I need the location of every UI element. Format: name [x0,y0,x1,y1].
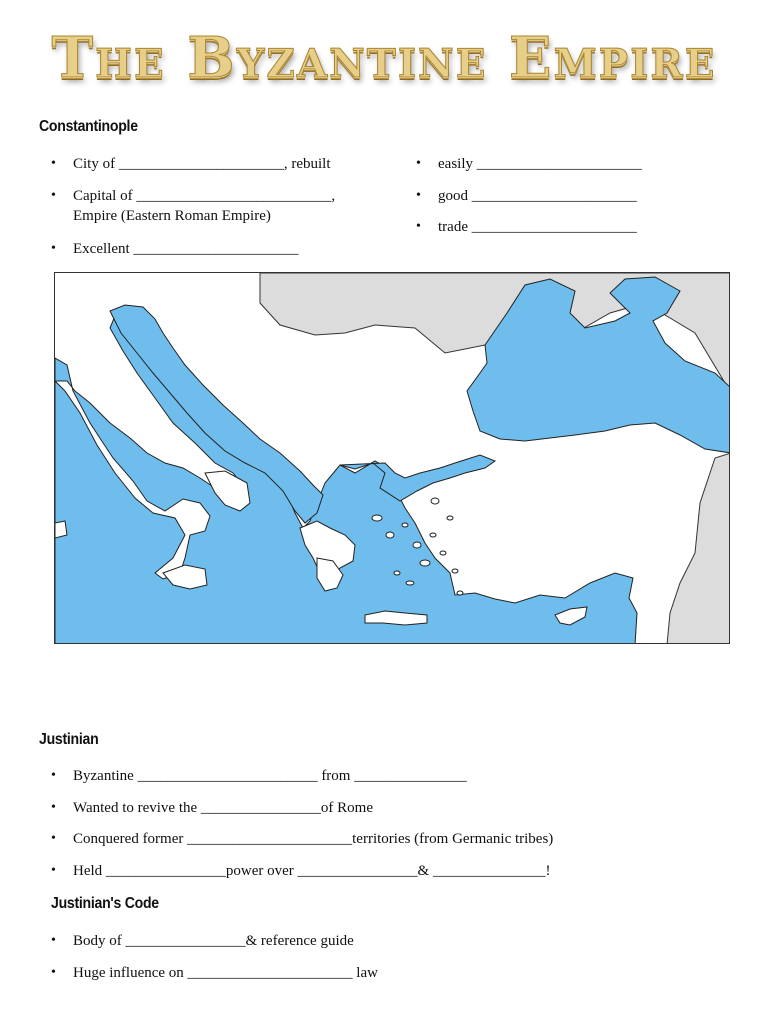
bullet-text: Wanted to revive the ________________of Rome [73,800,373,816]
list-item [51,766,467,786]
list-item [416,217,637,237]
bullet-icon: • [51,241,56,256]
bullet-text: Byzantine ________________________ from _______________ [73,768,467,784]
map-drawing [55,273,730,644]
bullet-text: trade ______________________ [438,219,637,235]
list-item [51,798,373,818]
list-item [51,931,354,951]
bullet-text: Held ________________power over ________________& _______________! [73,863,551,879]
bullet-text: Excellent ______________________ [73,241,299,257]
bullet-text: Capital of __________________________, [73,188,336,204]
bullet-icon: • [416,219,421,234]
list-item [51,186,336,226]
bullet-icon: • [51,863,56,878]
list-item [51,154,331,174]
bullet-text-continued: Empire (Eastern Roman Empire) [73,208,271,224]
list-item [51,239,299,259]
mediterranean-map [54,272,730,644]
bullet-text: Conquered former ______________________territories (from Germanic tribes) [73,831,554,847]
bullet-text: City of ______________________, rebuilt [73,156,331,172]
section-heading-constantinople: Constantinople [39,118,138,135]
list-item [416,186,637,206]
bullet-icon: • [416,156,421,171]
bullet-text: Huge influence on ______________________ law [73,965,378,981]
bullet-icon: • [416,188,421,203]
bullet-icon: • [51,933,56,948]
sardinia-edge [55,521,67,538]
list-item [51,963,378,983]
bullet-icon: • [51,965,56,980]
bullet-icon: • [51,156,56,171]
bullet-icon: • [51,800,56,815]
bullet-text: good ______________________ [438,188,637,204]
bullet-text: Body of ________________& reference guide [73,933,354,949]
bullet-icon: • [51,831,56,846]
bullet-icon: • [51,188,56,203]
section-heading-justinian: Justinian [39,731,99,748]
page-title: The Byzantine Empire [51,25,717,91]
bullet-text: easily ______________________ [438,156,642,172]
list-item [51,829,554,849]
section-heading-justinians-code: Justinian's Code [51,895,159,912]
list-item [416,154,642,174]
list-item [51,861,551,881]
bullet-icon: • [51,768,56,783]
